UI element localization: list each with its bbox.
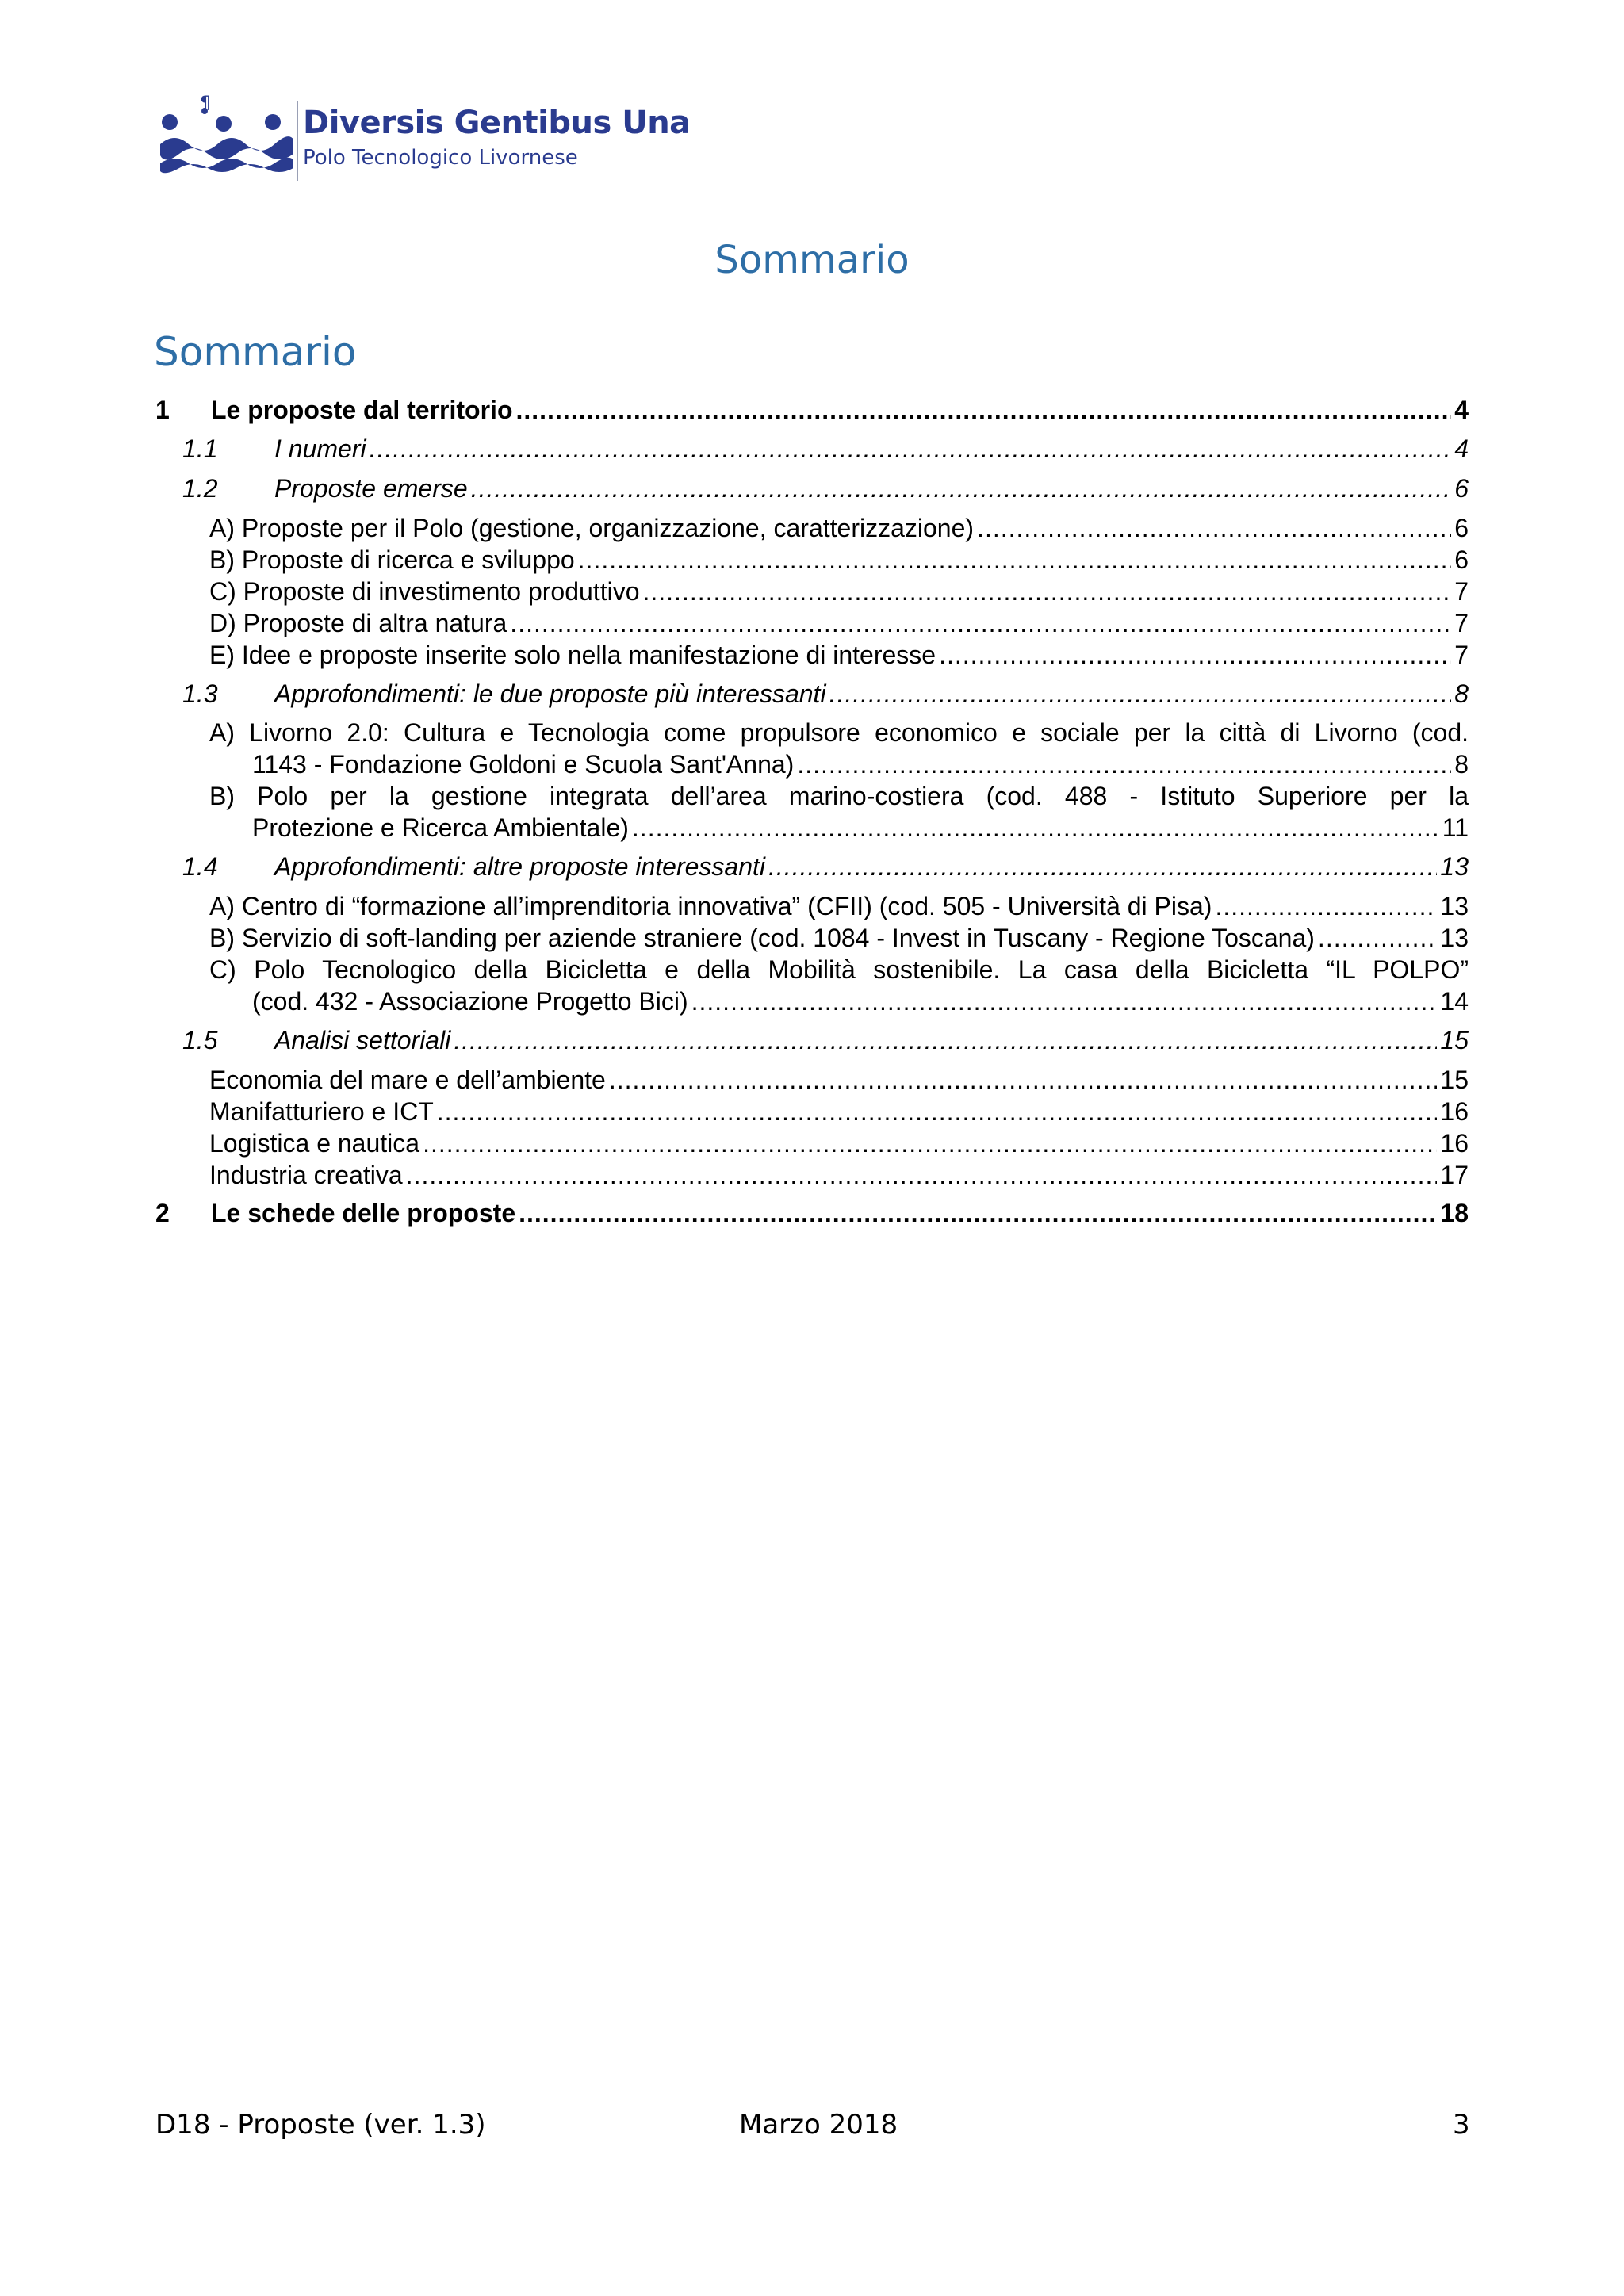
toc-leader <box>797 748 1451 780</box>
logo-mark: ¶ <box>200 94 211 113</box>
toc-page: 7 <box>1454 609 1469 637</box>
toc-label: A) Proposte per il Polo (gestione, organizzazione, caratterizzazione) <box>209 514 975 542</box>
logo-divider <box>295 98 300 186</box>
toc-page: 18 <box>1440 1199 1469 1227</box>
toc-label: E) Idee e proposte inserite solo nella manifestazione di interesse <box>209 641 936 669</box>
brand-subtitle: Polo Tecnologico Livornese <box>303 146 578 170</box>
toc-page: 13 <box>1440 924 1469 952</box>
toc-label: B) Polo per la gestione integrata dell’area marino-costiera (cod. 488 - Istituto Superiore per la <box>209 782 1469 810</box>
toc-label: Approfondimenti: altre proposte interessanti <box>274 852 766 881</box>
toc-page: 7 <box>1454 641 1469 669</box>
toc-page: 14 <box>1440 987 1469 1016</box>
toc-leader <box>977 512 1451 544</box>
toc-leader <box>609 1064 1438 1096</box>
toc-entry[interactable] <box>155 394 1469 426</box>
toc-entry[interactable] <box>209 639 1469 671</box>
brand-name: Diversis Gentibus Una <box>303 105 691 141</box>
toc-leader <box>510 607 1451 639</box>
toc-page: 8 <box>1454 679 1469 708</box>
toc-number: 1.3 <box>182 679 218 708</box>
toc-label: I numeri <box>274 434 366 463</box>
toc-leader <box>406 1159 1438 1191</box>
toc-label: B) Servizio di soft-landing per aziende straniere (cod. 1084 - Invest in Tuscany - Regione Toscana) <box>209 924 1315 952</box>
toc-page: 8 <box>1454 750 1469 779</box>
toc-entry[interactable] <box>209 1064 1469 1096</box>
toc-page: 11 <box>1442 813 1469 842</box>
toc-label: Proposte emerse <box>274 474 468 503</box>
toc-entry[interactable] <box>209 512 1469 544</box>
toc-page: 4 <box>1454 434 1469 463</box>
page-title: Sommario <box>714 238 910 282</box>
toc-leader <box>578 544 1452 576</box>
toc-label: Le schede delle proposte <box>211 1199 516 1227</box>
toc-label-cont: Protezione e Ricerca Ambientale) <box>252 813 629 842</box>
toc-label: Le proposte dal territorio <box>211 396 513 424</box>
toc-label: C) Proposte di investimento produttivo <box>209 577 640 606</box>
toc-label-cont: (cod. 432 - Associazione Progetto Bici) <box>252 987 688 1016</box>
toc-page: 15 <box>1440 1066 1469 1094</box>
toc-page: 6 <box>1454 545 1469 574</box>
toc-heading: Sommario <box>154 329 357 375</box>
toc-entry[interactable] <box>209 954 1469 1017</box>
toc-leader <box>370 433 1452 465</box>
toc-leader <box>632 812 1439 844</box>
toc-entry[interactable] <box>209 607 1469 639</box>
toc-label: Approfondimenti: le due proposte più interessanti <box>274 679 826 708</box>
toc-leader <box>515 394 1451 426</box>
toc-label: Manifatturiero e ICT <box>209 1097 434 1126</box>
toc-number: 1 <box>155 396 170 424</box>
toc-page: 13 <box>1440 852 1469 881</box>
toc-label: A) Centro di “formazione all’imprenditoria innovativa” (CFII) (cod. 505 - Università di Pisa) <box>209 892 1212 920</box>
toc-entry[interactable] <box>209 922 1469 954</box>
toc-label: Analisi settoriali <box>274 1026 451 1054</box>
footer-page-number: 3 <box>1453 2109 1470 2141</box>
toc-label: D) Proposte di altra natura <box>209 609 508 637</box>
toc-page: 13 <box>1440 892 1469 920</box>
toc-label: Logistica e nautica <box>209 1129 420 1158</box>
toc-entry[interactable] <box>209 717 1469 780</box>
toc-entry[interactable] <box>182 1024 1469 1056</box>
toc-entry[interactable] <box>209 544 1469 576</box>
toc-entry[interactable] <box>209 1127 1469 1159</box>
toc-number: 2 <box>155 1199 170 1227</box>
footer-date: Marzo 2018 <box>739 2109 898 2141</box>
toc-label: Economia del mare e dell’ambiente <box>209 1066 606 1094</box>
toc-entry[interactable] <box>209 576 1469 607</box>
toc-label: C) Polo Tecnologico della Bicicletta e della Mobilità sostenibile. La casa della Bicicletta “IL POLPO” <box>209 955 1469 984</box>
waves-logo-icon <box>159 98 293 178</box>
toc-page: 16 <box>1440 1129 1469 1158</box>
toc-page: 4 <box>1454 396 1469 424</box>
toc-entry[interactable] <box>209 890 1469 922</box>
toc-entry[interactable] <box>209 780 1469 844</box>
toc-entry[interactable] <box>155 1197 1469 1229</box>
toc-label-cont: 1143 - Fondazione Goldoni e Scuola Sant'Anna) <box>252 750 795 779</box>
toc-page: 17 <box>1440 1161 1469 1189</box>
toc-leader <box>939 639 1451 671</box>
toc-entry[interactable] <box>209 1159 1469 1191</box>
toc-leader <box>768 851 1437 882</box>
toc-number: 1.1 <box>182 434 218 463</box>
toc-leader <box>1318 922 1437 954</box>
toc-page: 7 <box>1454 577 1469 606</box>
toc-entry[interactable] <box>182 473 1469 504</box>
toc-page: 16 <box>1440 1097 1469 1126</box>
logo <box>159 94 691 186</box>
toc-leader <box>423 1127 1437 1159</box>
toc-label: Industria creativa <box>209 1161 403 1189</box>
toc-label: A) Livorno 2.0: Cultura e Tecnologia come propulsore economico e sociale per la città di Livorno (cod. <box>209 718 1469 747</box>
toc-leader <box>1215 890 1437 922</box>
toc-entry[interactable] <box>182 433 1469 465</box>
toc-leader <box>829 678 1452 710</box>
toc-label: B) Proposte di ricerca e sviluppo <box>209 545 575 574</box>
toc-leader <box>691 985 1438 1017</box>
toc-page: 6 <box>1454 514 1469 542</box>
toc-leader <box>454 1024 1437 1056</box>
footer-doc-ref: D18 - Proposte (ver. 1.3) <box>155 2109 486 2141</box>
toc-entry[interactable] <box>182 851 1469 882</box>
toc-page: 6 <box>1454 474 1469 503</box>
toc-number: 1.5 <box>182 1026 218 1054</box>
toc-leader <box>519 1197 1437 1229</box>
toc-entry[interactable] <box>182 678 1469 710</box>
toc-number: 1.4 <box>182 852 218 881</box>
toc-leader <box>437 1096 1438 1127</box>
toc-number: 1.2 <box>182 474 218 503</box>
toc-leader <box>642 576 1451 607</box>
toc-entry[interactable] <box>209 1096 1469 1127</box>
toc-leader <box>471 473 1452 504</box>
toc-page: 15 <box>1440 1026 1469 1054</box>
